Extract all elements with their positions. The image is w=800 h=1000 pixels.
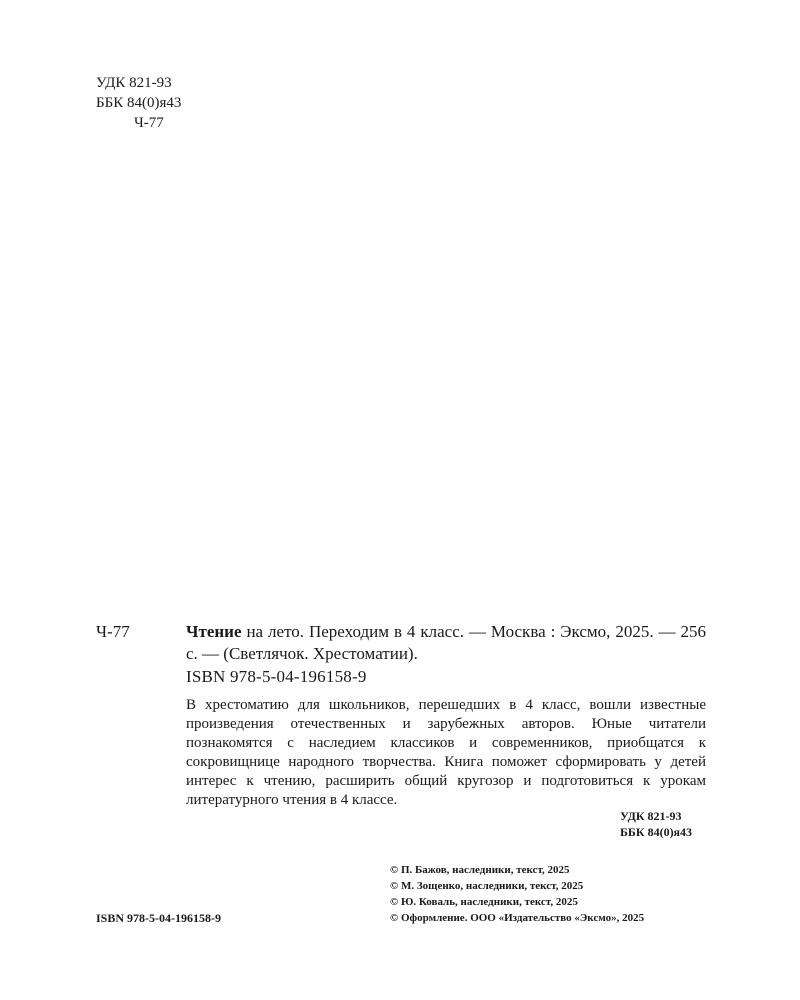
copyright-line: © М. Зощенко, наследники, текст, 2025 [390,880,584,892]
isbn-bottom: ISBN 978-5-04-196158-9 [96,911,221,925]
annotation-paragraph: В хрестоматию для школьников, перешедших в 4 класс, вошли известные произведения отечественных и зарубежных авторов. Юные читатели познакомятся с наследием классиков и современников, приобщатся к сокровищнице народного творчества. Книга поможет сформировать у детей интерес к чтению, расширить общий кругозор и подготовиться к урокам литературного чтения в 4 классе. [186,697,706,808]
udk-code-bottom: УДК 821-93 [620,809,682,823]
bbk-code-bottom: ББК 84(0)я43 [620,825,693,839]
book-title-word: Чтение [186,622,242,641]
bibliographic-entry [186,621,706,665]
udk-code-top: УДК 821-93 [96,75,172,91]
copyright-block [390,862,644,926]
author-mark-top: Ч-77 [134,115,164,131]
author-mark-entry: Ч-77 [96,622,130,641]
bibliographic-description: на лето. Переходим в 4 класс. — Москва : Эксмо, 2025. — 256 с. — (Светлячок. Хрестоматии). [186,622,706,663]
copyright-line: © Ю. Коваль, наследники, текст, 2025 [390,896,578,908]
bottom-classification-codes [620,808,692,840]
copyright-line: © Оформление. ООО «Издательство «Эксмо», 2025 [390,912,645,924]
copyright-line: © П. Бажов, наследники, текст, 2025 [390,864,570,876]
bbk-code-top: ББК 84(0)я43 [96,95,182,111]
top-classification-codes [96,73,181,133]
isbn-entry: ISBN 978-5-04-196158-9 [186,667,367,686]
